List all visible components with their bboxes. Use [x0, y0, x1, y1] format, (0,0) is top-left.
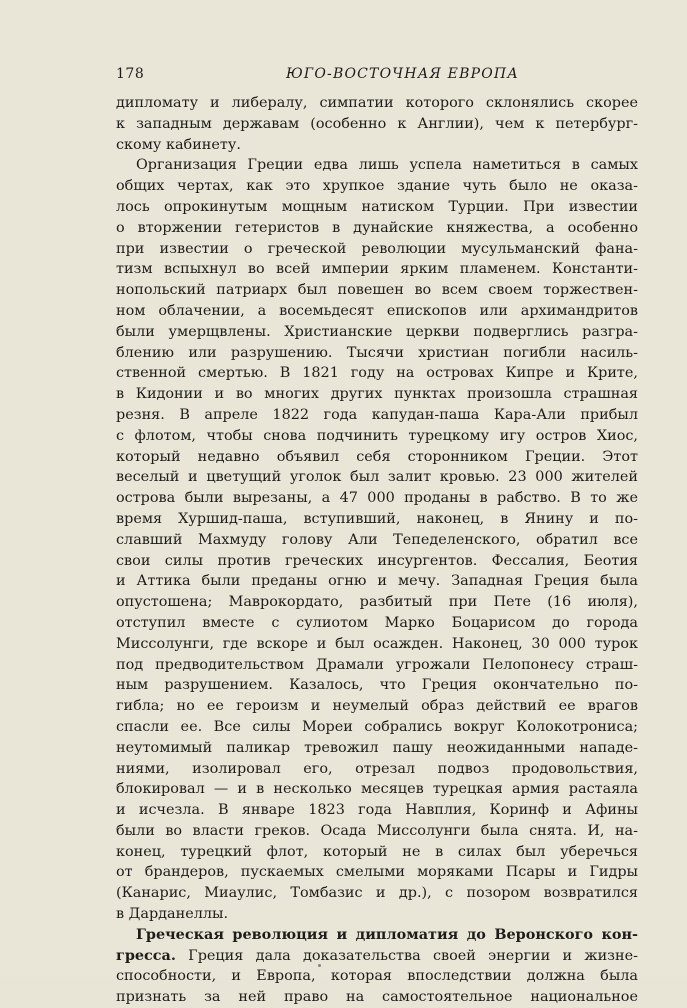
text-line: и Аттика были преданы огню и мечу. Западная Греция была [116, 573, 638, 590]
text-line: с флотом, чтобы снова подчинить турецкому игу остров Хиос, [116, 427, 638, 444]
text-line: нопольский патриарх был повешен во всем своем торжествен- [116, 282, 638, 299]
text-line: блению или разрушению. Тысячи христиан погибли насиль- [116, 344, 638, 361]
text-line: славший Махмуду голову Али Тепеделенского, обратил все [116, 531, 638, 548]
section-text-line: способности, и Европа, которая впоследствии должна была [116, 968, 638, 985]
text-line: ниями, изолировал его, отрезал подвоз продовольствия, [116, 760, 638, 777]
text-line: под предводительством Драмали угрожали Пелопонесу страш- [116, 656, 638, 673]
text-line: веселый и цветущий уголок был залит кровью. 23 000 жителей [116, 469, 638, 486]
text-line: гибла; но ее героизм и неумелый образ действий ее врагов [116, 698, 638, 715]
text-line: конец, турецкий флот, который не в силах был уберечься [116, 843, 638, 860]
text-line: скому кабинету. [116, 136, 241, 153]
text-line: неутомимый паликар тревожил пашу неожиданными нападе- [116, 739, 638, 756]
text-line: о вторжении гетеристов в дунайские княжества, а особенно [116, 219, 638, 236]
running-title: ЮГО-ВОСТОЧНАЯ ЕВРОПА [286, 66, 520, 82]
text-line: ным разрушением. Казалось, что Греция окончательно по- [116, 677, 638, 694]
text-line: к западным державам (особенно к Англии), чем к петербург- [116, 115, 638, 132]
page-header [116, 66, 636, 84]
section-heading: Греческая революция и дипломатия до Веронского кон- [136, 925, 638, 943]
text-line: острова были вырезаны, а 47 000 проданы в рабство. В то же [116, 490, 638, 507]
text-line: ном облачении, а восемьдесят епископов или архимандритов [116, 302, 638, 319]
text-line: в Кидонии и во многих других пунктах произошла страшная [116, 386, 638, 403]
section-heading-line [116, 925, 638, 946]
text-line: тизм вспыхнул во всей империи ярким пламенем. Константи- [116, 261, 638, 278]
text-line: ственной смертью. В 1821 году на островах Кипре и Крите, [116, 365, 638, 382]
text-line: общих чертах, как это хрупкое здание чуть было не оказа- [116, 178, 638, 195]
text-line: от брандеров, пускаемых смелыми моряками Псары и Гидры [116, 864, 638, 881]
text-line: блокировал — и в несколько месяцев турецкая армия растаяла [116, 781, 638, 798]
text-line: (Канарис, Миаулис, Томбазис и др.), с позором возвратился [116, 885, 638, 902]
text-line: спасли ее. Все силы Мореи собрались вокруг Колокотрониса; [116, 718, 638, 735]
text-line: опустошена; Маврокордато, разбитый при Пете (16 июля), [116, 594, 638, 611]
text-line: при известии о греческой революции мусульманский фана- [116, 240, 638, 257]
text-line: отступил вместе с сулиотом Марко Боцарисом до города [116, 614, 638, 631]
text-line: Миссолунги, где вскоре и был осажден. Наконец, 30 000 турок [116, 635, 638, 652]
section-heading-end: гресса. [116, 946, 176, 964]
text-line: лось опрокинутым мощным натиском Турции. При известии [116, 198, 638, 215]
section-text: Греция дала доказательства своей энергии и жизне- [175, 947, 638, 964]
text-line: были во власти греков. Осада Миссолунги была снята. И, на- [116, 822, 638, 839]
text-line: дипломату и либералу, симпатии которого склонялись скорее [116, 95, 638, 111]
text-line: резня. В апреле 1822 года капудан-паша Кара-Али прибыл [116, 406, 638, 423]
page-number: 178 [116, 66, 145, 82]
text-line: время Хуршид-паша, вступивший, наконец, в Янину и по- [116, 510, 638, 527]
page-speck [318, 964, 321, 967]
text-line: были умерщвлены. Христианские церкви подверглись разгра- [116, 323, 638, 340]
text-line: в Дарданеллы. [116, 906, 229, 923]
section-text-line [116, 946, 638, 967]
section-text-line: признать за ней право на самостоятельное национальное [116, 989, 638, 1006]
body-text [116, 93, 638, 1008]
text-line: который недавно объявил себя сторонником Греции. Этот [116, 448, 638, 465]
text-line: и исчезла. В январе 1823 года Навплия, Коринф и Афины [116, 802, 638, 819]
text-line: Организация Греции едва лишь успела наметиться в самых [136, 157, 638, 174]
text-line: свои силы против греческих инсургентов. Фессалия, Беотия [116, 552, 638, 569]
